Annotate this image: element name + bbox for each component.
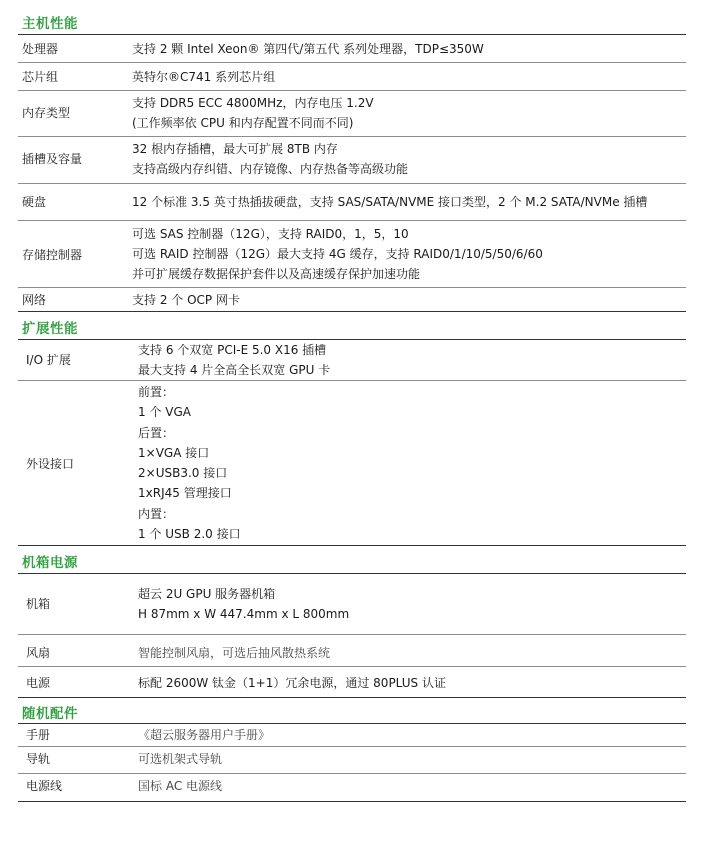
spec-value: [132, 192, 647, 212]
divider: [18, 801, 686, 802]
spec-value-line: 1×VGA 接口: [138, 445, 210, 460]
section-title-chassis: 机箱电源: [22, 555, 78, 571]
spec-value-line: (工作频率依 CPU 和内存配置不同而不同): [132, 116, 354, 130]
spec-value-line: 支持 2 个 OCP 网卡: [132, 293, 240, 307]
spec-label: 处理器: [22, 42, 59, 56]
spec-label: 内存类型: [22, 106, 71, 120]
section-title-host: 主机性能: [22, 16, 78, 32]
divider: [18, 220, 686, 221]
spec-label: 风扇: [26, 646, 51, 660]
spec-value-line: 前置：: [138, 385, 175, 399]
divider: [18, 666, 686, 667]
spec-value-line: 支持 DDR5 ECC 4800MHz，内存电压 1.2V: [132, 96, 374, 110]
divider: [18, 380, 686, 381]
divider: [18, 746, 686, 747]
spec-value-line: 并可扩展缓存数据保护套件以及高速缓存保护加速功能: [132, 267, 421, 281]
divider: [18, 311, 686, 312]
spec-value-line: 支持高级内存纠错、内存镜像、内存热备等高级功能: [132, 162, 409, 176]
spec-value: [138, 584, 349, 624]
spec-value-line: 1 个 VGA: [138, 405, 191, 420]
spec-label: 硬盘: [22, 195, 47, 209]
spec-label: 外设接口: [26, 457, 75, 471]
divider: [18, 773, 686, 774]
spec-value-line: 可选 RAID 控制器（12G）最大支持 4G 缓存，支持 RAID0/1/10/5/50/6/60: [132, 247, 543, 261]
spec-value-line: 标配 2600W 钛金（1+1）冗余电源，通过 80PLUS 认证: [138, 676, 446, 690]
spec-value: [138, 340, 330, 380]
spec-label: 手册: [26, 728, 51, 742]
spec-value: [138, 749, 222, 769]
section-title-expansion: 扩展性能: [22, 321, 78, 337]
divider: [18, 634, 686, 635]
divider: [18, 183, 686, 184]
section-title-accessories: 随机配件: [22, 706, 78, 722]
spec-value: [138, 776, 222, 796]
spec-label: 机箱: [26, 597, 51, 611]
spec-label: I/O 扩展: [26, 353, 71, 367]
spec-value-line: 智能控制风扇，可选后抽风散热系统: [138, 646, 331, 660]
spec-value-line: 后置：: [138, 425, 175, 440]
spec-value: [132, 67, 275, 87]
spec-value: [138, 382, 241, 544]
spec-value-line: 可选 SAS 控制器（12G），支持 RAID0，1，5，10: [132, 227, 409, 241]
spec-value-line: 2×USB3.0 接口: [138, 466, 228, 481]
spec-value-line: 英特尔®C741 系列芯片组: [132, 70, 276, 84]
spec-value: [132, 139, 408, 179]
spec-label: 电源线: [26, 779, 63, 793]
spec-value-line: 1 个 USB 2.0 接口: [138, 527, 241, 542]
spec-value-line: 支持 2 颗 Intel Xeon® 第四代/第五代 系列处理器，TDP≤350W: [132, 42, 484, 56]
divider: [18, 34, 686, 35]
spec-value: [138, 643, 330, 663]
divider: [18, 136, 686, 137]
spec-value-line: 最大支持 4 片全高全长双宽 GPU 卡: [138, 363, 331, 377]
spec-value-line: 超云 2U GPU 服务器机箱: [138, 587, 276, 601]
spec-label: 网络: [22, 293, 47, 307]
spec-label: 芯片组: [22, 70, 59, 84]
spec-value: [132, 93, 374, 133]
spec-value: [132, 290, 240, 310]
spec-value-line: 1xRJ45 管理接口: [138, 486, 232, 501]
spec-value-line: 《超云服务器用户手册》: [138, 728, 271, 742]
spec-value-line: 国标 AC 电源线: [138, 779, 223, 793]
divider: [18, 339, 686, 340]
spec-value-line: 32 根内存插槽，最大可扩展 8TB 内存: [132, 142, 338, 156]
divider: [18, 573, 686, 574]
spec-label: 导轨: [26, 752, 51, 766]
spec-value-line: H 87mm x W 447.4mm x L 800mm: [138, 607, 350, 621]
divider: [18, 287, 686, 288]
divider: [18, 62, 686, 63]
spec-value-line: 12 个标准 3.5 英寸热插拔硬盘，支持 SAS/SATA/NVME 接口类型，2 个 M.2 SATA/NVMe 插槽: [132, 195, 648, 209]
spec-value: [132, 224, 543, 284]
divider: [18, 723, 686, 724]
spec-value-line: 内置：: [138, 506, 175, 521]
spec-value: [138, 725, 270, 745]
spec-label: 插槽及容量: [22, 152, 83, 166]
divider: [18, 545, 686, 546]
spec-value-line: 支持 6 个双宽 PCI-E 5.0 X16 插槽: [138, 343, 327, 357]
spec-label: 存储控制器: [22, 248, 83, 262]
spec-label: 电源: [26, 676, 51, 690]
spec-value: [132, 39, 484, 59]
spec-value-line: 可选机架式导轨: [138, 752, 223, 766]
divider: [18, 90, 686, 91]
spec-value: [138, 673, 446, 693]
divider: [18, 697, 686, 698]
